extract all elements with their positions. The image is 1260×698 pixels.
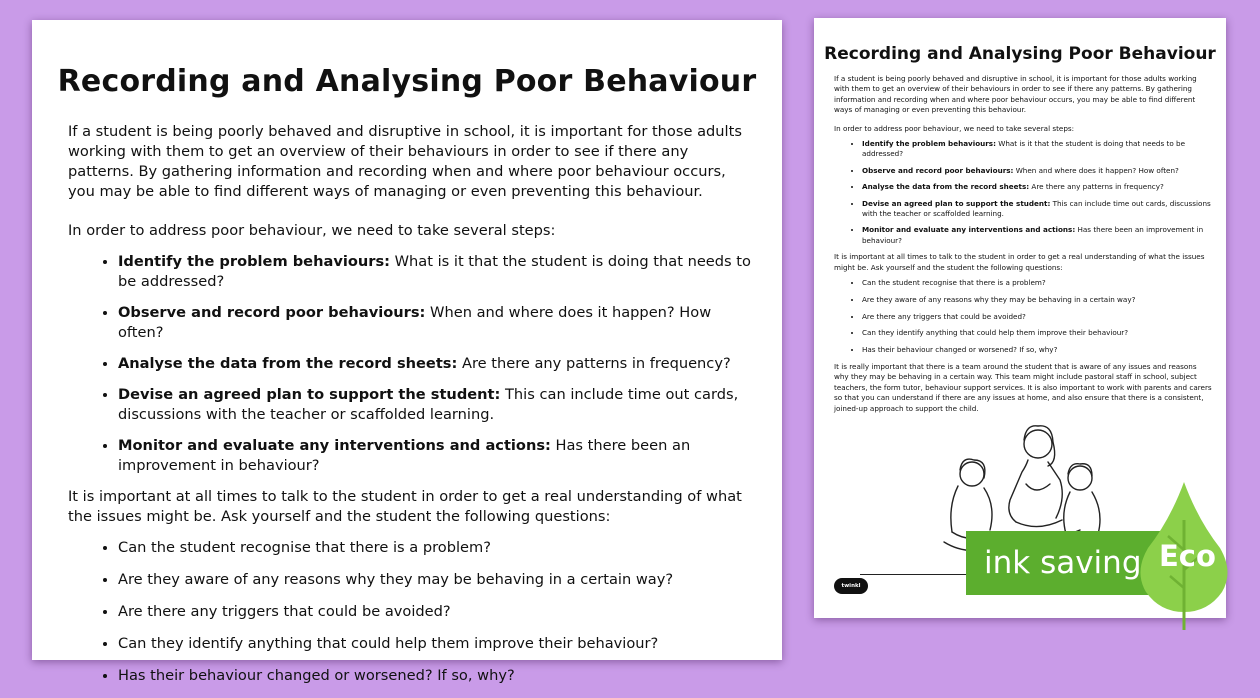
step-heading: Identify the problem behaviours: — [862, 139, 996, 149]
worksheet-body — [68, 122, 752, 698]
step-heading: Monitor and evaluate any interventions and actions: — [118, 437, 551, 454]
step-heading: Observe and record poor behaviours: — [118, 304, 426, 321]
steps-list — [834, 139, 1212, 246]
questions-intro: It is important at all times to talk to the student in order to get a real understanding of what the issues might be. Ask yourself and the student the following questions: — [834, 252, 1205, 272]
step-heading: Monitor and evaluate any interventions and actions: — [862, 225, 1076, 235]
step-heading: Analyse the data from the record sheets: — [862, 182, 1030, 192]
list-item — [118, 252, 752, 292]
list-item: • Are they aware of any reasons why they may be behaving in a certain way? — [118, 570, 752, 590]
team-paragraph: It is really important that there is a team around the student that is aware of any issues and reasons why they may be behaving in a certain way. This team might include pastoral staff in school, subject teachers, the form tutor, behaviour support services. It is also important to work with parents and carers so that you can understand if there are any issues at home, and also ensure that there is a consistent, joined-up approach to support the child. — [834, 362, 1212, 413]
list-item: • Are there any triggers that could be avoided? — [862, 312, 1212, 322]
step-heading: Observe and record poor behaviours: — [862, 165, 1014, 175]
page-title: Recording and Analysing Poor Behaviour — [57, 64, 757, 99]
step-text: Has there been an improvement in behaviour? — [118, 437, 691, 474]
step-text: Are there any patterns in frequency? — [1029, 182, 1164, 192]
step-text: What is it that the student is doing that needs to be addressed? — [862, 139, 1185, 159]
intro-paragraph: If a student is being poorly behaved and disruptive in school, it is important for those adults working with them to get an overview of their behaviours in order to see if there any patterns. By gathering information and recording when and where poor behaviour occurs, you may be able to find different ways of managing or even preventing this behaviour. — [68, 123, 742, 200]
worksheet-body — [834, 74, 1212, 422]
list-item — [118, 354, 752, 374]
intro-paragraph: If a student is being poorly behaved and disruptive in school, it is important for those adults working with them to get an overview of their behaviours in order to see if there any patterns. By gathering information and recording when and where poor behaviour occurs, you may be able to find different ways of managing or even preventing this behaviour. — [834, 74, 1197, 115]
steps-list — [68, 252, 752, 476]
questions-intro: It is important at all times to talk to the student in order to get a real understanding of what the issues might be. Ask yourself and the student the following questions: — [68, 488, 742, 525]
step-text: This can include time out cards, discussions with the teacher or scaffolded learning. — [862, 198, 1211, 219]
step-text: Has there been an improvement in behaviour? — [862, 225, 1204, 245]
list-item: • Are there any triggers that could be avoided? — [118, 602, 752, 622]
page-title: Recording and Analysing Poor Behaviour — [824, 44, 1216, 64]
twinkl-logo: twinkl — [834, 578, 868, 594]
list-item — [118, 303, 752, 343]
steps-intro: In order to address poor behaviour, we need to take several steps: — [834, 123, 1075, 133]
list-item: • Can the student recognise that there is a problem? — [862, 278, 1212, 288]
list-item — [862, 139, 1212, 160]
list-item: • Can the student recognise that there is a problem? — [118, 538, 752, 558]
step-text: What is it that the student is doing that needs to be addressed? — [118, 253, 751, 290]
list-item — [862, 166, 1212, 176]
list-item — [862, 182, 1212, 192]
list-item — [118, 436, 752, 476]
worksheet-page-large — [32, 20, 782, 684]
list-item — [862, 199, 1212, 220]
step-text: When and where does it happen? How often? — [1013, 165, 1179, 175]
list-item — [862, 225, 1212, 246]
list-item: • Can they identify anything that could help them improve their behaviour? — [862, 328, 1212, 338]
step-heading: Identify the problem behaviours: — [118, 253, 390, 270]
step-text: This can include time out cards, discussions with the teacher or scaffolded learning. — [118, 386, 739, 423]
list-item — [118, 385, 752, 425]
list-item: • Are they aware of any reasons why they may be behaving in a certain way? — [862, 295, 1212, 305]
step-heading: Devise an agreed plan to support the student: — [862, 198, 1051, 208]
list-item: • Can they identify anything that could help them improve their behaviour? — [118, 634, 752, 654]
questions-list — [834, 278, 1212, 356]
steps-intro: In order to address poor behaviour, we need to take several steps: — [68, 222, 556, 239]
eco-label: Eco — [1159, 539, 1216, 573]
step-text: Are there any patterns in frequency? — [457, 355, 731, 372]
questions-list — [68, 538, 752, 686]
step-text: When and where does it happen? How often? — [118, 304, 712, 341]
step-heading: Analyse the data from the record sheets: — [118, 355, 458, 372]
step-heading: Devise an agreed plan to support the student: — [118, 386, 501, 403]
list-item: • Has their behaviour changed or worsened? If so, why? — [118, 666, 752, 686]
list-item: • Has their behaviour changed or worsened? If so, why? — [862, 345, 1212, 355]
ink-saving-label: ink saving — [984, 545, 1142, 581]
